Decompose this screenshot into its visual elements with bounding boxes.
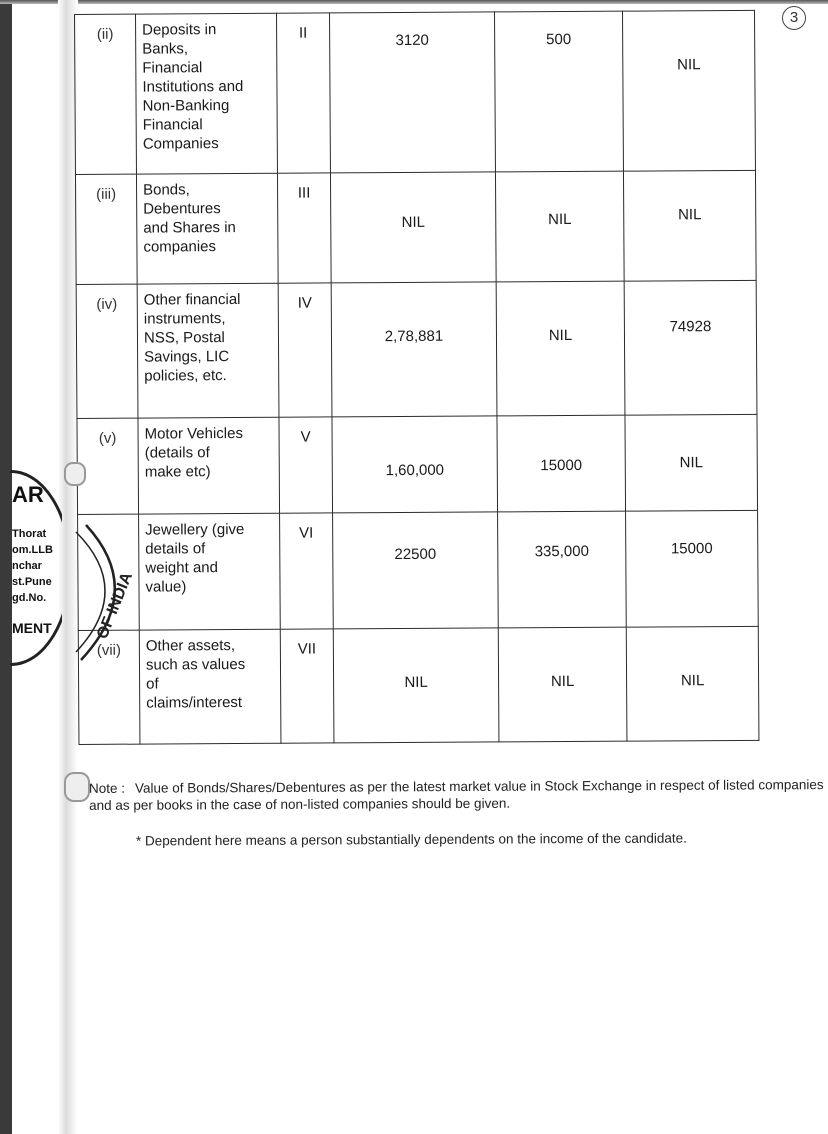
asset-description: [137, 283, 279, 418]
description-line: of: [146, 675, 159, 693]
staple-hole: [64, 772, 90, 802]
value-cell: 2,78,881: [331, 282, 497, 417]
row-number: (iv): [76, 284, 138, 418]
stamp-text: om.LLB: [12, 544, 53, 556]
asset-description: [139, 513, 281, 630]
staple-hole: [64, 462, 86, 486]
description-line: Financial: [142, 59, 203, 77]
notary-stamp: [10, 460, 62, 670]
description-line: details of: [145, 540, 206, 558]
row-number: (v): [77, 418, 139, 514]
row-number: (iii): [75, 174, 137, 284]
stamp-text: MENT: [12, 620, 52, 636]
row-number: (vii): [78, 630, 140, 744]
description-line: Banks,: [142, 40, 189, 58]
row-number: (ii): [75, 14, 137, 174]
value-cell: NIL: [495, 171, 624, 282]
value-cell: 1,60,000: [332, 416, 498, 513]
description-line: Companies: [142, 135, 219, 153]
description-line: such as values: [145, 655, 246, 674]
schedule-numeral: III: [277, 173, 331, 283]
value-cell: 15000: [497, 415, 626, 512]
description-line: Institutions and: [142, 77, 244, 96]
description-line: Non-Banking: [142, 97, 230, 115]
page-number: 3: [782, 6, 806, 30]
asset-description: [138, 417, 280, 514]
description-line: Other financial: [143, 290, 241, 309]
note-label: Note :: [88, 780, 126, 796]
stamp-text: Thorat: [12, 528, 47, 540]
value-cell: NIL: [333, 628, 499, 743]
description-line: Deposits in: [142, 21, 217, 39]
description-line: claims/interest: [146, 693, 243, 712]
description-line: Motor Vehicles: [144, 424, 244, 443]
note-text: Value of Bonds/Shares/Debentures as per the latest market value in Stock Exchange in respect of listed companies and as per books in the case of non-listed companies should be given.: [89, 777, 824, 813]
value-cell: NIL: [625, 414, 758, 511]
description-line: value): [145, 578, 187, 596]
description-line: Financial: [142, 116, 203, 134]
table-row: [76, 280, 757, 418]
value-cell: 74928: [624, 280, 757, 415]
description-line: policies, etc.: [144, 367, 227, 385]
table-row: [77, 414, 758, 514]
stamp-text: AR: [12, 482, 44, 507]
stamp-text: gd.No.: [12, 592, 47, 604]
india-seal-stamp: [76, 520, 136, 670]
description-line: weight and: [145, 559, 218, 577]
stamp-text: st.Pune: [12, 576, 52, 588]
value-cell: 22500: [333, 512, 499, 629]
description-line: Jewellery (give: [145, 520, 245, 539]
description-line: Debentures: [143, 200, 221, 218]
value-cell: 335,000: [498, 511, 627, 628]
assets-table: [74, 10, 759, 745]
asset-description: [136, 13, 278, 174]
description-line: Bonds,: [143, 181, 190, 199]
table-row: [75, 10, 756, 174]
value-cell: 15000: [626, 510, 759, 627]
description-line: instruments,: [143, 310, 226, 328]
description-line: make etc): [144, 463, 211, 481]
description-line: and Shares in: [143, 219, 236, 237]
dependent-footnote: * Dependent here means a person substantially dependents on the income of the candidate.: [135, 830, 687, 849]
schedule-numeral: VI: [280, 513, 334, 629]
schedule-numeral: II: [276, 13, 330, 173]
description-line: Savings, LIC: [144, 348, 230, 366]
description-line: Other assets,: [145, 637, 236, 655]
note-paragraph: [89, 776, 825, 814]
table-row: [78, 626, 759, 744]
asset-description: [139, 629, 281, 744]
table-row: [78, 510, 759, 630]
description-line: (details of: [144, 444, 210, 462]
value-cell: NIL: [498, 627, 627, 742]
value-cell: NIL: [623, 170, 756, 281]
value-cell: NIL: [626, 626, 759, 741]
description-line: NSS, Postal: [143, 329, 225, 347]
value-cell: NIL: [622, 10, 755, 171]
scan-top-edge: [0, 0, 828, 4]
schedule-numeral: V: [279, 417, 333, 513]
schedule-numeral: IV: [278, 283, 332, 417]
schedule-numeral: VII: [280, 629, 334, 743]
asset-description: [136, 173, 278, 284]
table-row: [75, 170, 756, 284]
value-cell: NIL: [330, 172, 496, 283]
value-cell: 500: [494, 11, 623, 172]
india-stamp-text: OF INDIA: [93, 570, 137, 642]
description-line: companies: [143, 238, 217, 256]
value-cell: NIL: [496, 281, 625, 416]
value-cell: 3120: [329, 12, 495, 173]
stamp-text: nchar: [12, 560, 42, 572]
